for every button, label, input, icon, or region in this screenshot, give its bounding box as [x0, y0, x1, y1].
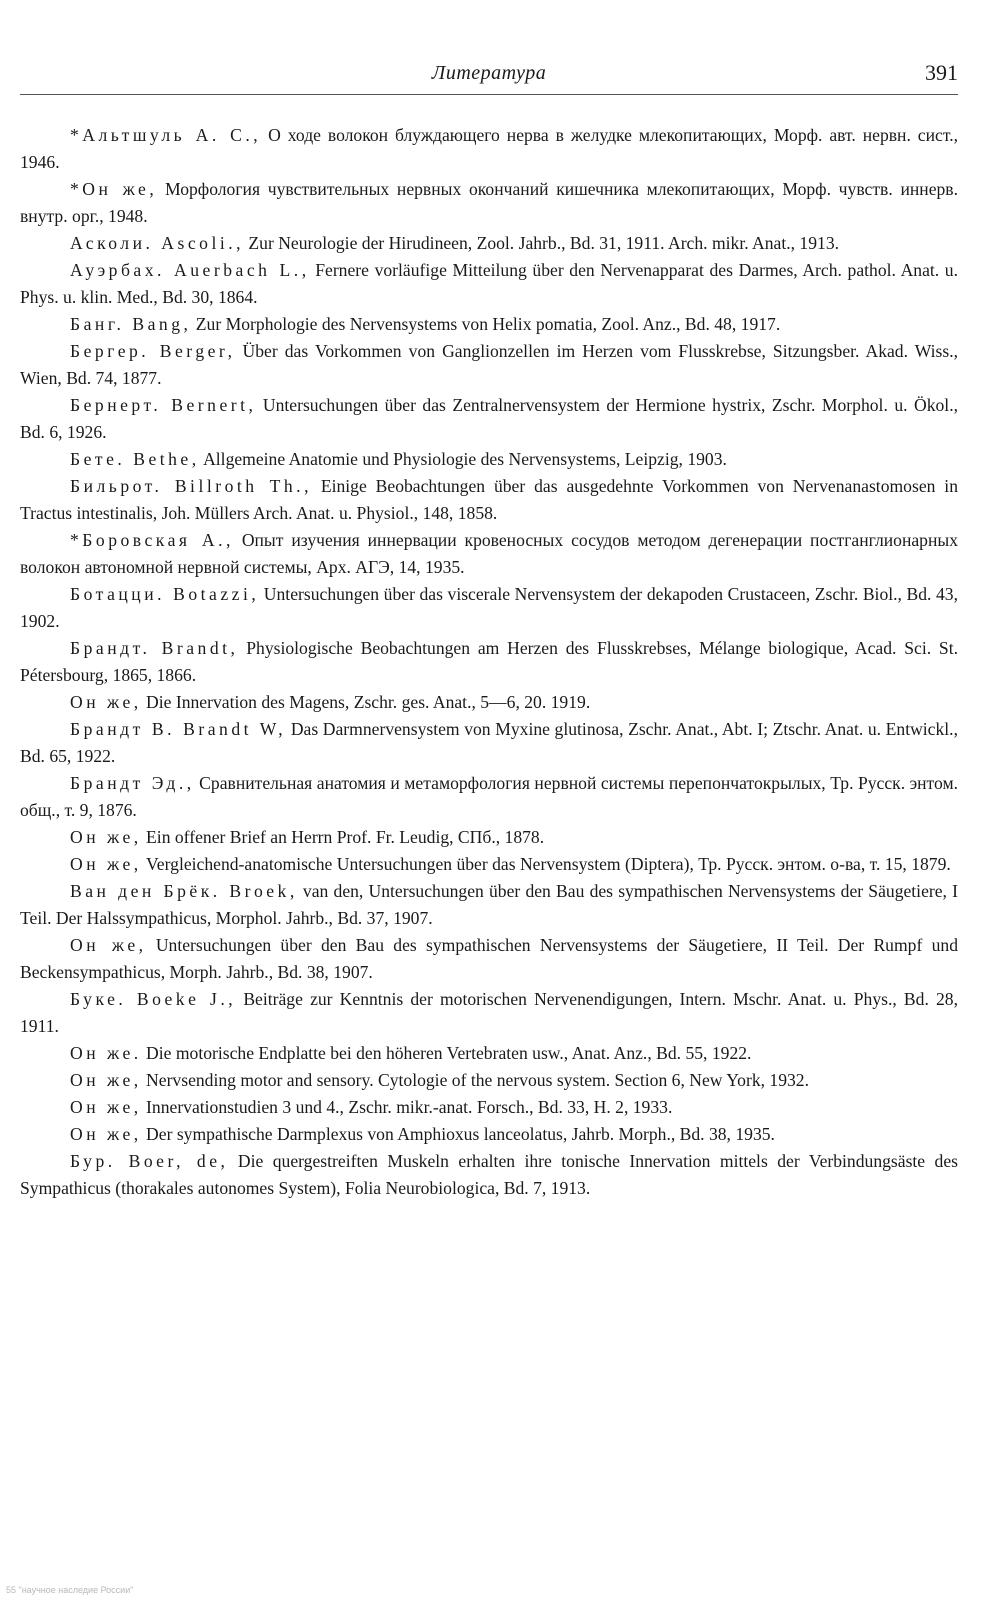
reference-entry — [20, 986, 958, 1040]
reference-text: Сравнительная анатомия и метаморфология нервной системы перепончатокрылых, Тр. Русск. энтом. общ., т. 9, 1876. — [20, 773, 959, 820]
header-rule — [20, 94, 958, 95]
running-title: Литература — [431, 62, 547, 84]
reference-entry — [20, 473, 958, 527]
reference-text: Die motorische Endplatte bei den höheren Vertebraten usw., Anat. Anz., Bd. 55, 1922. — [141, 1043, 752, 1063]
reference-entry — [20, 716, 958, 770]
reference-text: Die quergestreiften Muskeln erhalten ihre tonische Innervation mittels der Verbindungsäste des Sympathicus (thorakales autonomes System), Folia Neurobiologica, Bd. 7, 1913. — [20, 1151, 959, 1198]
reference-text: van den, Untersuchungen über den Bau des sympathischen Nervensystems der Säugetiere, I Teil. Der Halssympathicus, Morphol. Jahrb., Bd. 37, 1907. — [20, 881, 958, 928]
reference-author: Он же, — [70, 935, 147, 955]
reference-author: Банг. Bang, — [70, 314, 192, 334]
reference-author: Он же, — [70, 1124, 142, 1144]
reference-author: Бете. Bethe, — [70, 449, 200, 469]
reference-entry — [20, 338, 958, 392]
reference-author: Он же, — [70, 1097, 142, 1117]
reference-text: Zur Morphologie des Nervensystems von Helix pomatia, Zool. Anz., Bd. 48, 1917. — [191, 314, 781, 334]
reference-entry — [20, 1067, 958, 1094]
reference-author: Ботацци. Botazzi, — [70, 584, 260, 604]
reference-entry — [20, 257, 958, 311]
watermark: 55 "научное наследие России" — [6, 1585, 134, 1595]
reference-entry — [20, 446, 958, 473]
reference-author: Он же, — [70, 854, 142, 874]
reference-author: Он же, — [70, 827, 142, 847]
reference-entry — [20, 635, 958, 689]
reference-text: Nervsending motor and sensory. Cytologie of the nervous system. Section 6, New York, 1932. — [141, 1070, 810, 1090]
reference-entry — [20, 1094, 958, 1121]
reference-text: Das Darmnervensystem von Myxine glutinosa, Zschr. Anat., Abt. I; Ztschr. Anat. u. Entwickl., Bd. 65, 1922. — [20, 719, 958, 766]
reference-list — [20, 122, 958, 1202]
reference-text: Die Innervation des Magens, Zschr. ges. Anat., 5—6, 20. 1919. — [141, 692, 591, 712]
reference-author: Он же, — [70, 1070, 142, 1090]
reference-text: Einige Beobachtungen über das ausgedehnte Vorkommen von Nervenanastomosen in Tractus intestinalis, Joh. Müllers Arch. Anat. u. Physiol., 148, 1858. — [20, 476, 958, 523]
reference-author: *Альтшуль А. С., — [70, 125, 262, 145]
reference-entry — [20, 851, 958, 878]
reference-author: Бергер. Berger, — [70, 341, 236, 361]
reference-text: Опыт изучения иннервации кровеносных сосудов методом дегенерации постганглионарных волокон автономной нервной системы, Арх. АГЭ, 14, 1935. — [20, 530, 958, 577]
reference-text: Морфология чувствительных нервных окончаний кишечника млекопитающих, Морф. чувств. иннерв. внутр. орг., 1948. — [20, 179, 959, 226]
reference-text: Vergleichend-anatomische Untersuchungen über das Nervensystem (Diptera), Тр. Русск. энтом. о-ва, т. 15, 1879. — [141, 854, 951, 874]
reference-entry — [20, 176, 958, 230]
reference-entry — [20, 824, 958, 851]
reference-author: Бернерт. Bernert, — [70, 395, 257, 415]
reference-entry — [20, 230, 958, 257]
reference-text: Untersuchungen über das viscerale Nervensystem der dekapoden Crustaceen, Zschr. Biol., Bd. 43, 1902. — [20, 584, 958, 631]
reference-text: Untersuchungen über den Bau des sympathischen Nervensystems der Säugetiere, II Teil. Der Rumpf und Beckensympathicus, Morph. Jahrb., Bd. 38, 1907. — [20, 935, 958, 982]
reference-author: Он же. — [70, 1043, 142, 1063]
reference-text: Fernere vorläufige Mitteilung über den Nervenapparat des Darmes, Arch. pathol. Anat. u. Phys. u. klin. Med., Bd. 30, 1864. — [20, 260, 958, 307]
reference-author: Он же, — [70, 692, 142, 712]
reference-entry — [20, 581, 958, 635]
reference-author: Асколи. Ascoli., — [70, 233, 245, 253]
reference-author: Буке. Boeke J., — [70, 989, 237, 1009]
reference-entry — [20, 932, 958, 986]
reference-author: Брандт. Brandt, — [70, 638, 239, 658]
reference-entry — [20, 1040, 958, 1067]
reference-author: Брандт В. Brandt W, — [70, 719, 287, 739]
reference-author: Ван ден Брёк. Broek, — [70, 881, 298, 901]
reference-text: Untersuchungen über das Zentralnervensystem der Hermione hystrix, Zschr. Morphol. u. Ökol., Bd. 6, 1926. — [20, 395, 958, 442]
reference-text: Zur Neurologie der Hirudineen, Zool. Jahrb., Bd. 31, 1911. Arch. mikr. Anat., 1913. — [244, 233, 840, 253]
reference-entry — [20, 311, 958, 338]
reference-entry — [20, 689, 958, 716]
page-number: 391 — [925, 60, 958, 85]
reference-text: Allgemeine Anatomie und Physiologie des Nervensystems, Leipzig, 1903. — [199, 449, 727, 469]
reference-text: Ein offener Brief an Herrn Prof. Fr. Leudig, СПб., 1878. — [141, 827, 545, 847]
reference-author: *Он же, — [70, 179, 158, 199]
reference-author: Ауэрбах. Auerbach L., — [70, 260, 310, 280]
reference-entry — [20, 122, 958, 176]
reference-text: Physiologische Beobachtungen am Herzen des Flusskrebses, Mélange biologique, Acad. Sci. St. Pétersbourg, 1865, 1866. — [20, 638, 958, 685]
page-header — [20, 58, 958, 90]
reference-entry — [20, 770, 958, 824]
reference-text: О ходе волокон блуждающего нерва в желудке млекопитающих, Морф. авт. нервн. сист., 1946. — [20, 125, 958, 172]
reference-entry — [20, 392, 958, 446]
reference-entry — [20, 878, 958, 932]
reference-author: Брандт Эд., — [70, 773, 195, 793]
reference-text: Beiträge zur Kenntnis der motorischen Nervenendigungen, Intern. Mschr. Anat. u. Phys., Bd. 28, 1911. — [20, 989, 958, 1036]
reference-entry — [20, 527, 958, 581]
reference-author: Бильрот. Billroth Th., — [70, 476, 312, 496]
reference-text: Der sympathische Darmplexus von Amphioxus lanceolatus, Jahrb. Morph., Bd. 38, 1935. — [141, 1124, 775, 1144]
reference-text: Über das Vorkommen von Ganglionzellen im Herzen vom Flusskrebse, Sitzungsber. Akad. Wiss., Wien, Bd. 74, 1877. — [20, 341, 959, 388]
reference-entry — [20, 1148, 958, 1202]
reference-text: Innervationstudien 3 und 4., Zschr. mikr.-anat. Forsch., Bd. 33, H. 2, 1933. — [141, 1097, 673, 1117]
reference-author: *Боровская А., — [70, 530, 234, 550]
reference-entry — [20, 1121, 958, 1148]
reference-author: Бур. Boer, de, — [70, 1151, 229, 1171]
